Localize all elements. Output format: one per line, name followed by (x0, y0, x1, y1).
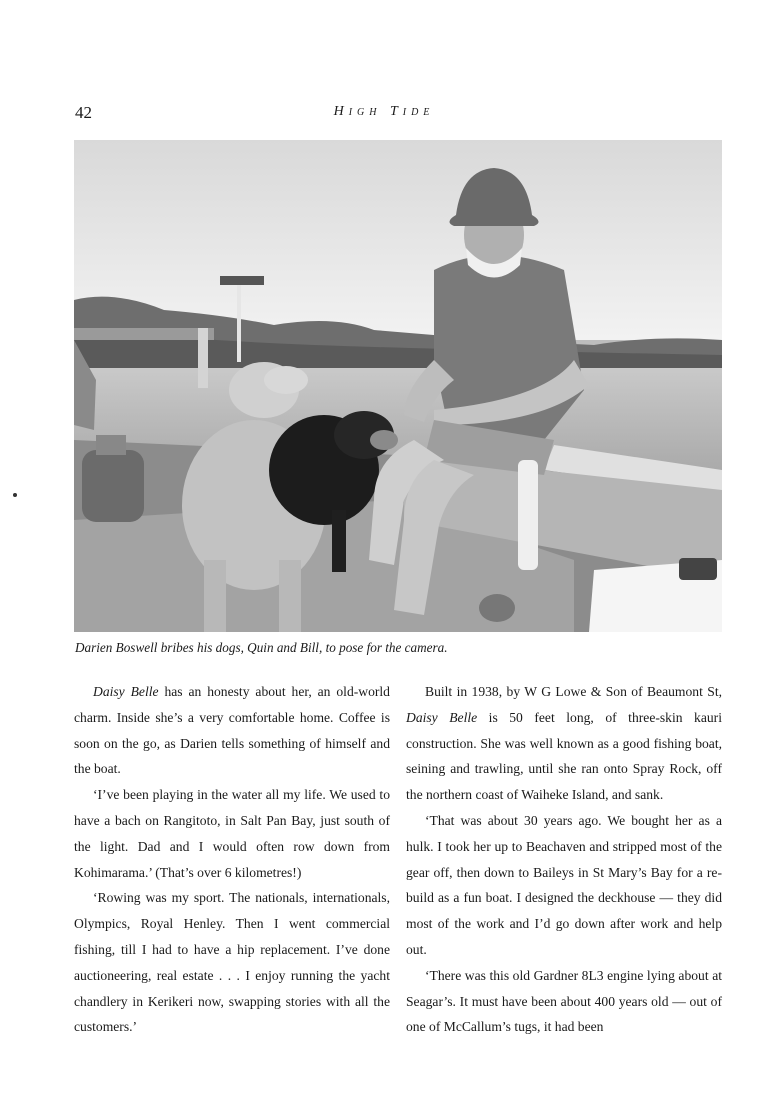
pole (237, 282, 241, 362)
paragraph: ‘I’ve been playing in the water all my life. We used to have a bach on Rangitoto, in Salt Pan Bay, just south of the light. Dad and I would often row down from Kohimarama.’ (That’s over 6 kilometres!) (74, 787, 390, 880)
photo (74, 140, 722, 632)
sky (74, 140, 722, 340)
paragraph: ‘Rowing was my sport. The nationals, internationals, Olympics, Royal Henley. Then I went commercial fishing, till I had to have a hip replacement. I’ve done auctioneering, real estate . . . I enjoy running the yacht chandlery in Kerikeri now, swapping stories with all the customers.’ (74, 890, 390, 1035)
paragraph: ‘There was this old Gardner 8L3 engine lying about at Seagar’s. It must have been about 400 years old — out of one of McCallum’s tugs, it had been (406, 967, 722, 1035)
running-head: High Tide (333, 104, 435, 119)
scan-speck (13, 493, 17, 497)
gas-bottle (82, 450, 144, 522)
page-number: 42 (75, 103, 92, 122)
paragraph: Built in 1938, by W G Lowe & Son of Beaumont St, Daisy Belle is 50 feet long, of three-skin kauri construction. She was well known as a good fishing boat, seining and trawling, until she ran onto Spray Rock, off the northern coast of Waiheke Island, and sank. (406, 684, 722, 803)
photo-illustration (74, 140, 722, 632)
paragraph: ‘That was about 30 years ago. We bought her as a hulk. I took her up to Beachaven and stripped most of the gear off, then down to Baileys in St Mary’s Bay for a re-build as a fun boat. I designed the deckhouse — they did most of the work and I’d go down after work and help out. (406, 812, 722, 957)
boat-name: Daisy Belle (406, 709, 478, 725)
boat-name: Daisy Belle (93, 684, 159, 699)
fender (518, 460, 538, 570)
right-column (406, 679, 722, 1040)
photo-caption: Darien Boswell bribes his dogs, Quin and Bill, to pose for the camera. (75, 640, 448, 655)
paragraph: Daisy Belle has an honesty about her, an old-world charm. Inside she’s a very comfortable home. Coffee is soon on the go, as Darien tells something of himself and the boat. (74, 684, 390, 777)
left-column (74, 679, 390, 1040)
